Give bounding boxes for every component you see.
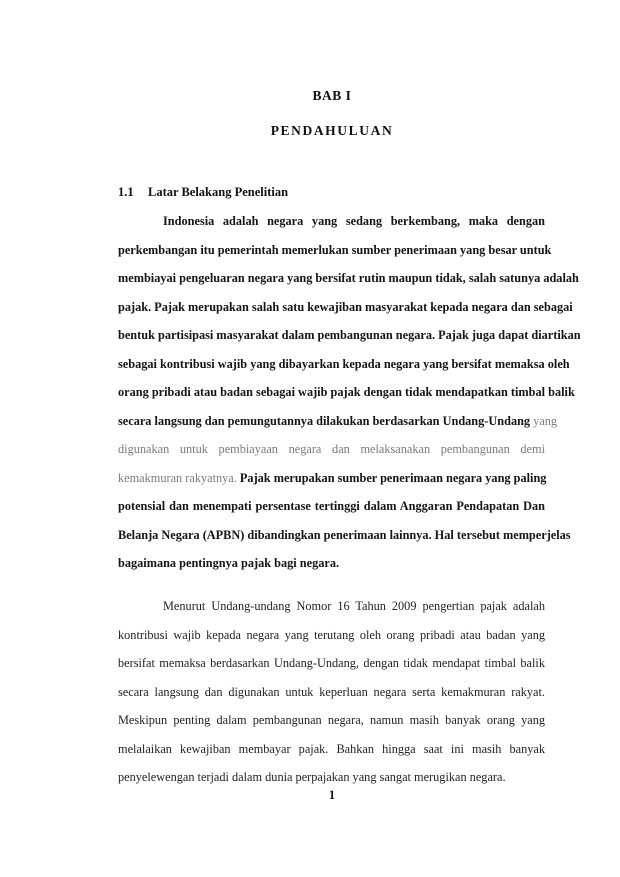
paragraph-1-line-muted-part: kemakmuran rakyatnya. (118, 470, 237, 485)
paragraph-2-line: Meskipun penting dalam pembangunan negara, namun masih banyak orang yang (118, 713, 545, 727)
paragraph-2-line: secara langsung dan digunakan untuk keperluan negara serta kemakmuran rakyat. (118, 684, 545, 699)
paragraph-1-line-bold-part: secara langsung dan pemungutannya dilakukan berdasarkan Undang-Undang (118, 413, 531, 428)
paragraph-1 (118, 207, 581, 578)
chapter-label: BAB I (312, 88, 352, 103)
paragraph-2-line: Menurut Undang-undang Nomor 16 Tahun 2009 pengertian pajak adalah (163, 599, 545, 613)
paragraph-1-line: perkembangan itu pemerintah memerlukan sumber penerimaan yang besar untuk (118, 242, 552, 257)
paragraph-1-line (118, 464, 545, 493)
paragraph-1-line: Indonesia adalah negara yang sedang berkembang, maka dengan (163, 214, 545, 228)
paragraph-2 (118, 592, 545, 792)
paragraph-2-line: melalaikan kewajiban membayar pajak. Bahkan hingga saat ini masih banyak (118, 741, 545, 756)
paragraph-1-line: potensial dan menempati persentase tertinggi dalam Anggaran Pendapatan Dan (118, 499, 545, 513)
paragraph-1-line: bentuk partisipasi masyarakat dalam pembangunan negara. Pajak juga dapat diartikan (118, 328, 581, 342)
paragraph-2-line: bersifat memaksa berdasarkan Undang-Undang, dengan tidak mendapat timbal balik (118, 656, 545, 670)
paragraph-1-line: pajak. Pajak merupakan salah satu kewajiban masyarakat kepada negara dan sebagai (118, 299, 573, 314)
paragraph-1-line: orang pribadi atau badan sebagai wajib pajak dengan tidak mendapatkan timbal balik (118, 385, 575, 399)
chapter-title: PENDAHULUAN (270, 123, 394, 138)
paragraph-1-line-muted-part: yang (533, 413, 558, 428)
page-number: 1 (328, 788, 336, 802)
paragraph-2-line: penyelewengan terjadi dalam dunia perpajakan yang sangat merugikan negara. (118, 770, 506, 784)
paragraph-1-line: sebagai kontribusi wajib yang dibayarkan kepada negara yang bersifat memaksa oleh (118, 356, 570, 371)
paragraph-1-line: digunakan untuk pembiayaan negara dan melaksanakan pembangunan demi (118, 442, 545, 456)
section-title: Latar Belakang Penelitian (148, 185, 289, 199)
paragraph-1-line: membiayai pengeluaran negara yang bersifat rutin maupun tidak, salah satunya adalah (118, 271, 579, 285)
section-number: 1.1 (118, 185, 134, 199)
section-heading (118, 185, 288, 200)
paragraph-1-line (118, 407, 558, 436)
paragraph-1-line-bold-part: Pajak merupakan sumber penerimaan negara yang paling (239, 470, 547, 485)
paragraph-1-line: Belanja Negara (APBN) dibandingkan penerimaan lainnya. Hal tersebut memperjelas (118, 527, 571, 542)
paragraph-1-line: bagaimana pentingnya pajak bagi negara. (118, 556, 340, 570)
paragraph-2-line: kontribusi wajib kepada negara yang terutang oleh orang pribadi atau badan yang (118, 627, 545, 642)
